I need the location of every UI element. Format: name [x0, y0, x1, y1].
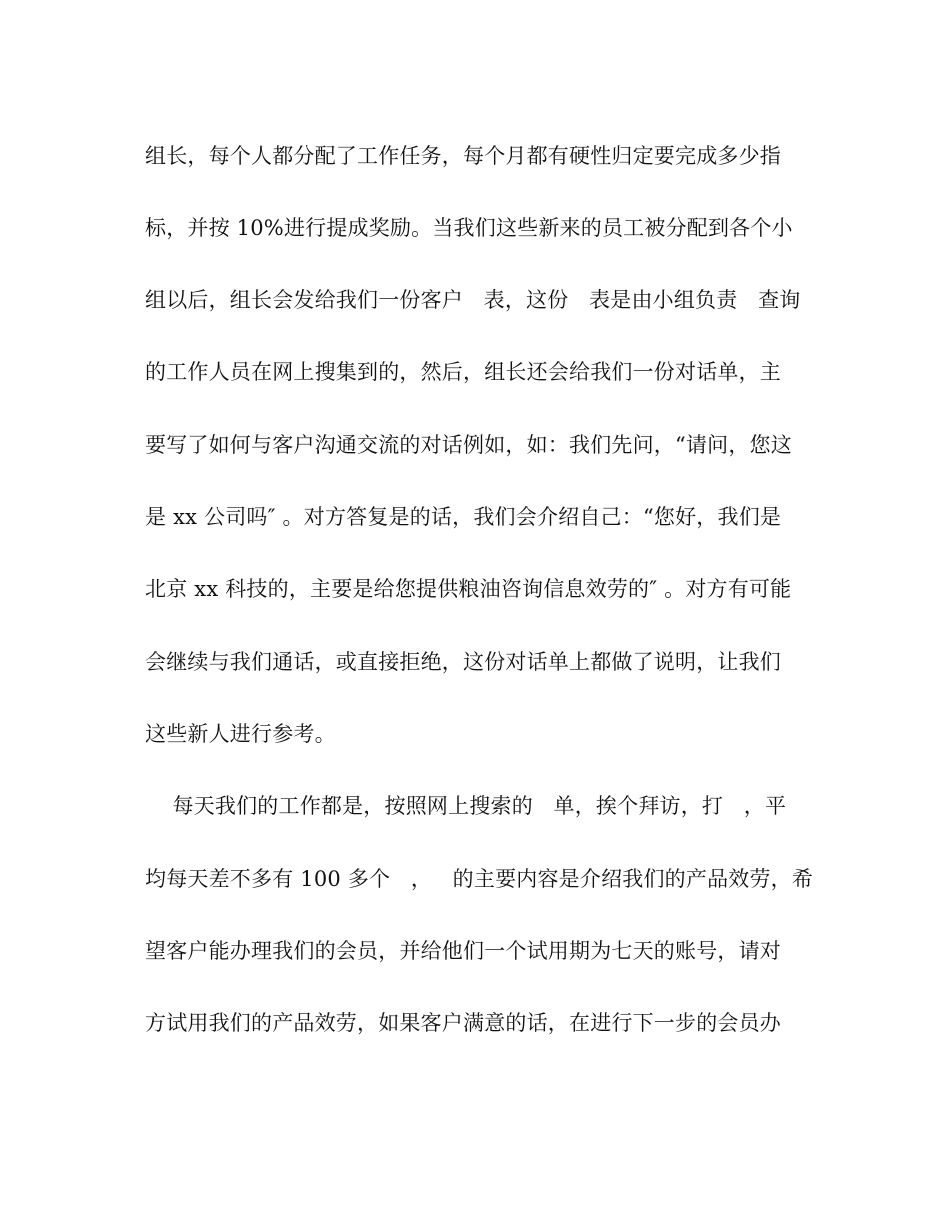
- text-line: 均每天差不多有 100 多个 ， 的主要内容是介绍我们的产品效劳，希: [145, 867, 814, 891]
- text-line: 标，并按 10%进行提成奖励。当我们这些新来的员工被分配到各个小: [145, 216, 793, 240]
- text-line: 这些新人进行参考。: [145, 722, 336, 746]
- text-line: 方试用我们的产品效劳，如果客户满意的话，在进行下一步的会员办: [145, 1011, 781, 1035]
- text-line: 是 xx 公司吗″ 。对方答复是的话，我们会介绍自己：“您好，我们是: [145, 505, 782, 529]
- text-line: 北京 xx 科技的，主要是给您提供粮油咨询信息效劳的″ 。对方有可能: [145, 577, 792, 601]
- text-line: 组长，每个人都分配了工作任务，每个月都有硬性归定要完成多少指: [145, 144, 781, 168]
- text-line: 望客户能办理我们的会员，并给他们一个试用期为七天的账号，请对: [145, 939, 781, 963]
- text-line: 要写了如何与客户沟通交流的对话例如，如：我们先问，“请问，您这: [145, 433, 792, 457]
- text-line: 的工作人员在网上搜集到的，然后，组长还会给我们一份对话单，主: [145, 360, 781, 384]
- text-line: 会继续与我们通话，或直接拒绝，这份对话单上都做了说明，让我们: [145, 650, 781, 674]
- text-line: 每天我们的工作都是，按照网上搜索的 单，挨个拜访，打 ，平: [145, 794, 787, 818]
- text-line: 组以后，组长会发给我们一份客户 表，这份 表是由小组负责 查询: [145, 288, 801, 312]
